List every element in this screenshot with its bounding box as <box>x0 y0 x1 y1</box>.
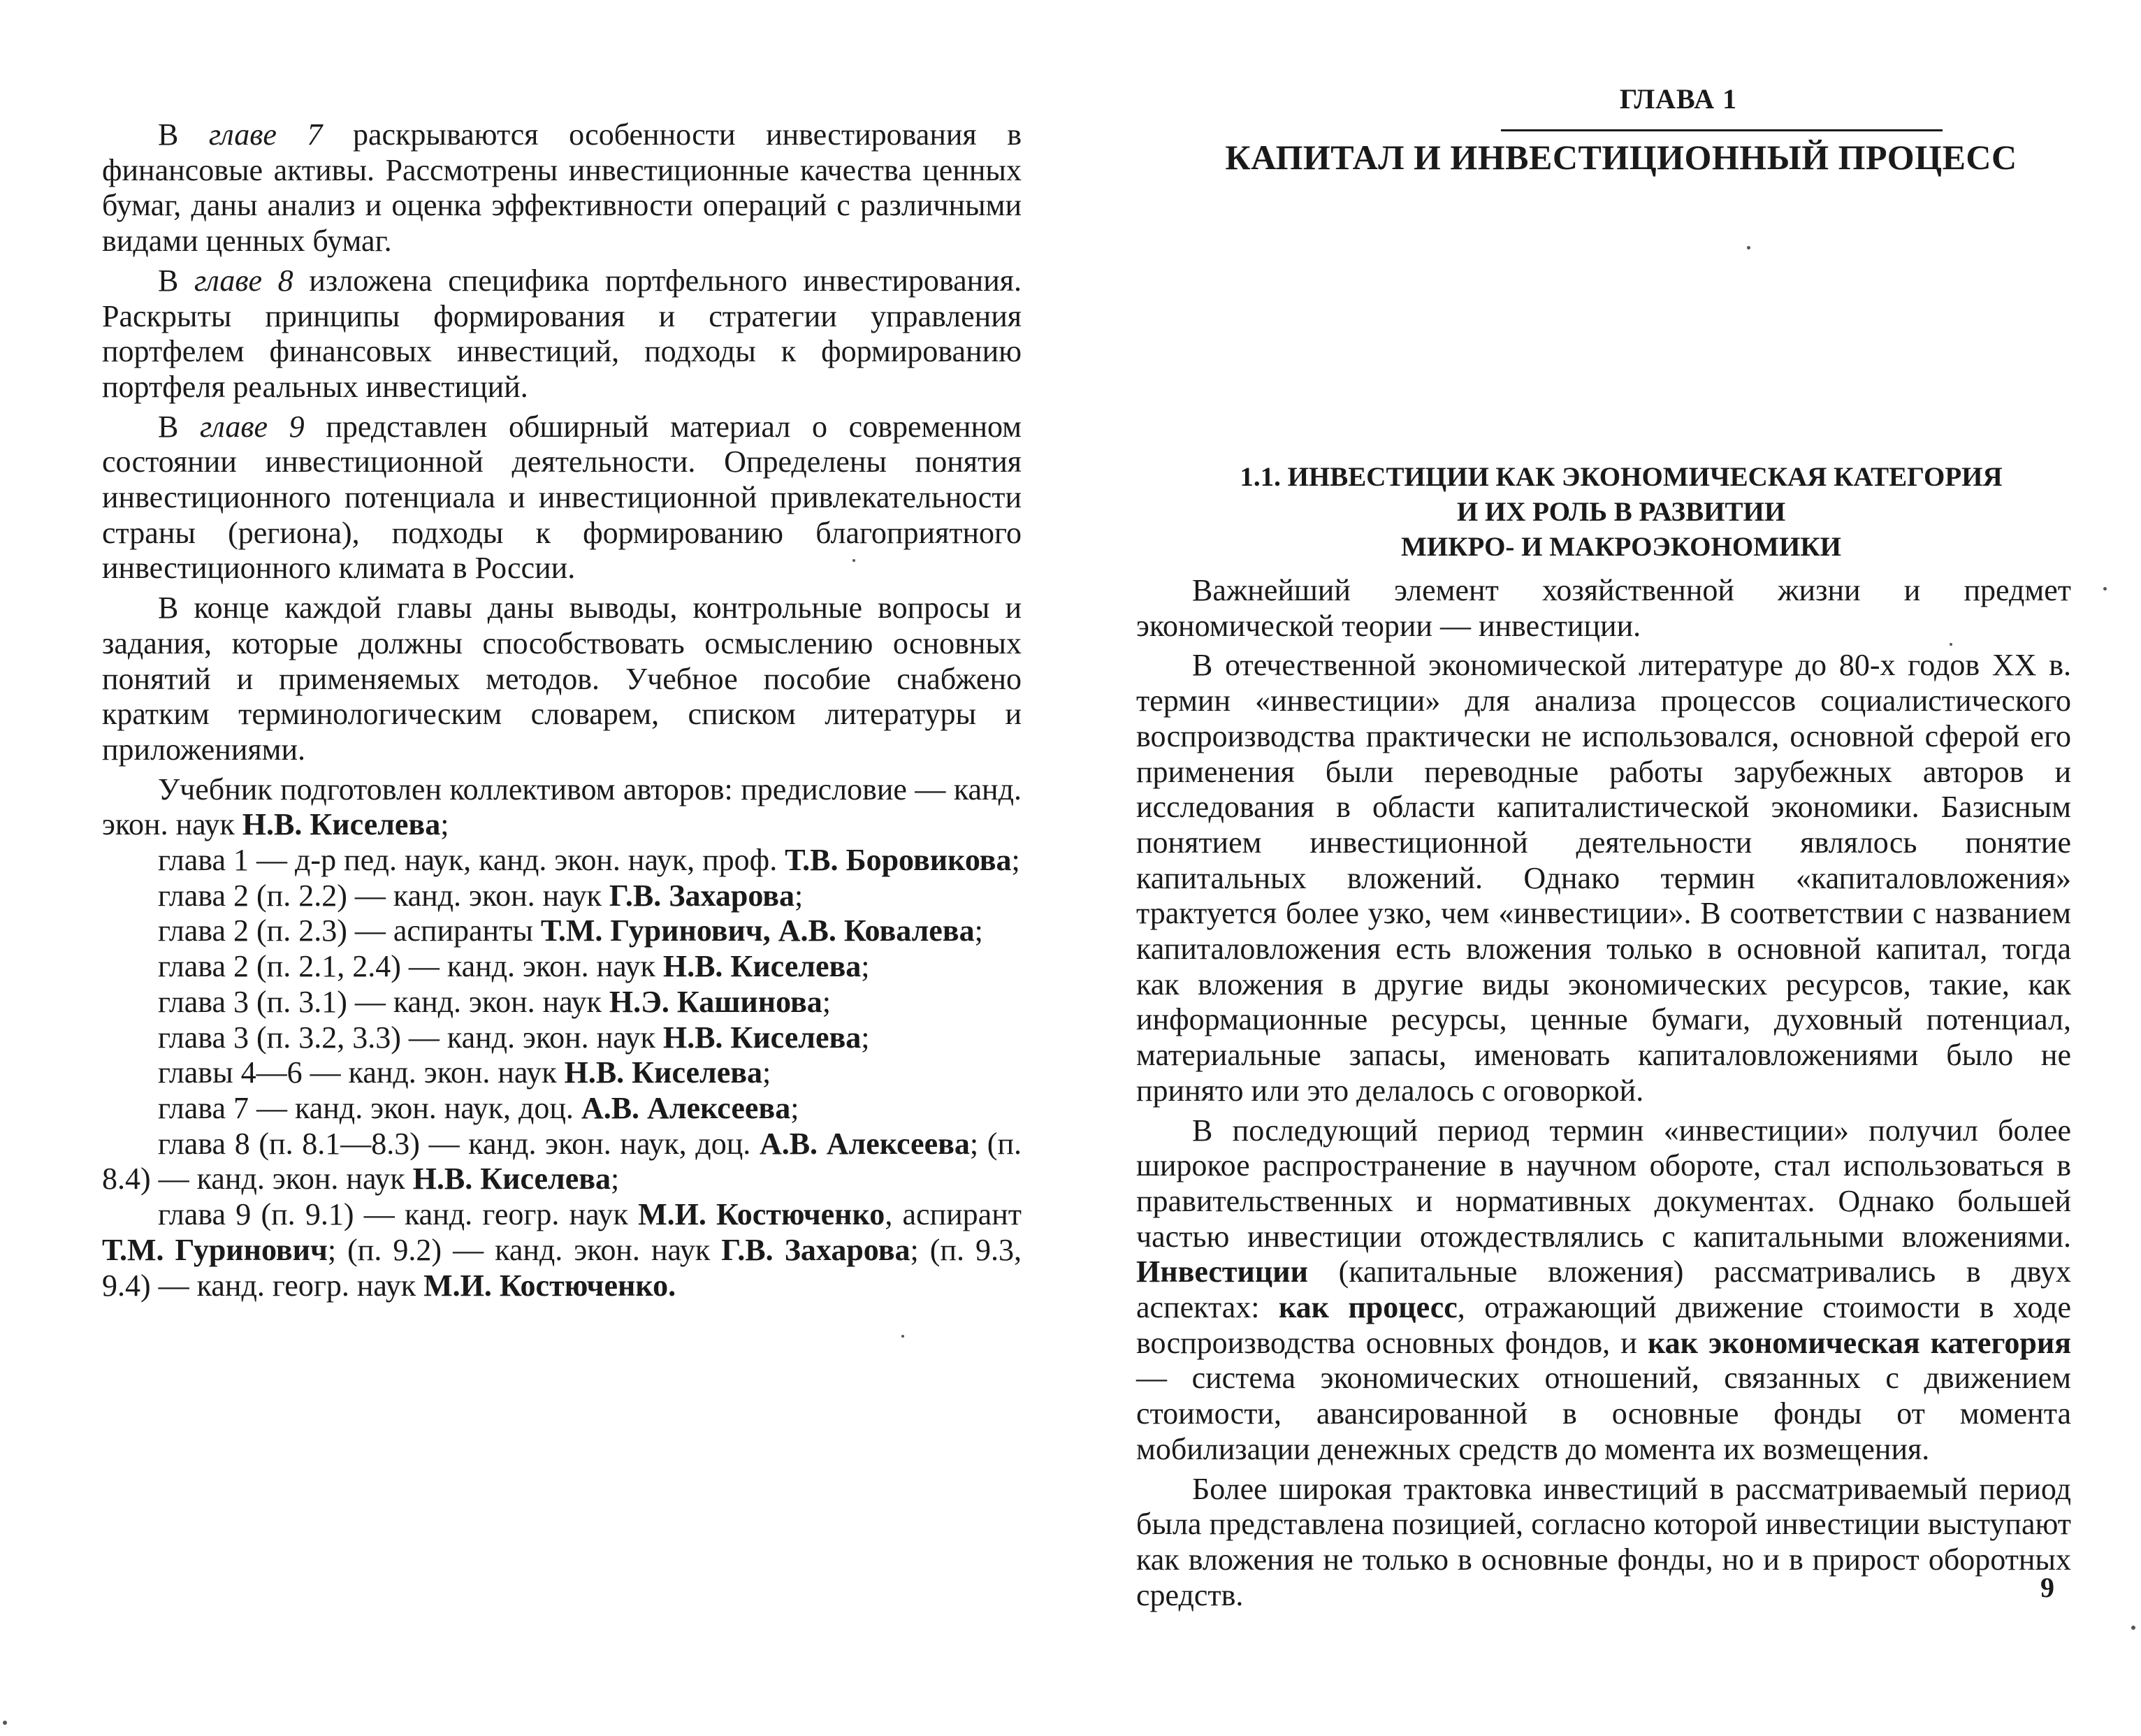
paragraph-later-period <box>1136 1113 2071 1468</box>
paragraph-chapter-9 <box>102 410 1022 587</box>
text-span: В <box>158 409 201 444</box>
paragraph-chapter-summary <box>102 591 1022 768</box>
author-line <box>102 1055 1022 1091</box>
text-span: изложена специфика портфельного инвестирования. Раскрыты принципы формирования и стратегии управления портфелем финансовых инвестиций, подходы к формированию портфеля реальных инвестиций. <box>102 263 1022 404</box>
scan-speck <box>901 1335 904 1338</box>
author-line <box>102 913 1022 949</box>
scan-speck <box>2131 1626 2135 1630</box>
section-heading-line: 1.1. ИНВЕСТИЦИИ КАК ЭКОНОМИЧЕСКАЯ КАТЕГОРИЯ <box>1240 462 2003 492</box>
scan-speck <box>2103 587 2107 591</box>
author-line-chapter-8 <box>102 1127 1022 1197</box>
paragraph-history: В отечественной экономической литературе до 80-х годов XX в. термин «инвестиции» для анализа процессов социалистического воспроизводства практически не использовался, основной сферой его применения были переводные работы зарубежных авторов и исследования в области капиталистической экономики. Базисным понятием инвестиционной деятельности являлось понятие капитальных вложений. Однако термин «капиталовложения» трактуется более узко, чем «инвестиции». В соответствии с названием капиталовложения есть вложения только в основной капитал, тогда как вложения в другие виды экономических ресурсов, такие, как информационные ресурсы, ценные бумаги, духовный потенциал, материальные запасы, именовать капиталовложениями было не принято или это делалось с оговоркой. <box>1136 648 2071 1108</box>
bold-term: Инвестиции <box>1136 1254 1308 1289</box>
scan-speck <box>1747 246 1750 249</box>
text-span: ; <box>861 949 870 984</box>
authors-list <box>102 843 1022 1127</box>
authors-intro <box>102 772 1022 843</box>
author-name: Н.В. Киселева <box>662 949 862 984</box>
section-heading-line: МИКРО- И МАКРОЭКОНОМИКИ <box>1401 532 1841 562</box>
text-span: В <box>158 263 195 298</box>
text-span: ; <box>790 1090 799 1125</box>
author-name: Т.М. Гуринович <box>102 1232 328 1267</box>
paragraph-chapter-7 <box>102 117 1022 259</box>
text-span: ; (п. 9.3, 9.4) — канд. геогр. наук <box>102 1232 1022 1303</box>
chapter-ref: главе 9 <box>200 409 305 444</box>
text-span: представлен обширный материал о современном состоянии инвестиционной деятельности. Определены понятия инвестиционного потенциала и инвестиционной привлекательности страны (региона), подходы к формированию благоприятного инвестиционного климата в России. <box>102 409 1022 586</box>
author-name: Н.Э. Кашинова <box>609 984 822 1019</box>
text-span: ; <box>1011 843 1020 878</box>
paragraph-intro: Важнейший элемент хозяйственной жизни и предмет экономической теории — инвестиции. <box>1136 573 2071 643</box>
chapter-ref: главе 8 <box>194 263 293 298</box>
text-span: ; (п. 8.4) — канд. экон. наук <box>102 1126 1022 1196</box>
text-span: В последующий период термин «инвестиции» получил более широкое распространение в научном обороте, стал использоваться в правительственных и нормативных документах. Однако большей частью инвестиции отождествлялись с капитальными вложениями. <box>1136 1113 2071 1254</box>
author-name: А.В. Алексеева <box>759 1126 970 1161</box>
scan-speck <box>3 1721 7 1725</box>
text-span: глава 2 (п. 2.1, 2.4) — канд. экон. наук <box>158 949 663 984</box>
text-span: раскрываются особенности инвестирования в финансовые активы. Рассмотрены инвестиционные качества ценных бумаг, даны анализ и оценка эффективности операций с различными видами ценных бумаг. <box>102 117 1022 259</box>
chapter-label: ГЛАВА 1 <box>1619 83 1738 115</box>
text-span: ; <box>861 1020 870 1055</box>
paragraph-broader: Более широкая трактовка инвестиций в рассматриваемый период была представлена позицией, согласно которой инвестиции выступают как вложения не только в основные фонды, но и в прирост оборотных средств. <box>1136 1471 2071 1612</box>
paragraph-chapter-8 <box>102 263 1022 405</box>
author-name: Н.В. Киселева <box>564 1055 763 1090</box>
author-name: Н.В. Киселева <box>242 807 441 842</box>
author-name: М.И. Костюченко. <box>423 1268 676 1303</box>
author-name: Г.В. Захарова <box>721 1232 910 1267</box>
text-span: ; <box>822 984 831 1019</box>
author-name: Н.В. Киселева <box>412 1162 611 1196</box>
scan-speck <box>1950 643 1952 646</box>
author-line <box>102 1020 1022 1056</box>
section-heading-line: И ИХ РОЛЬ В РАЗВИТИИ <box>1456 497 1786 527</box>
text-span: , отражающий движение стоимости в ходе воспроизводства основных фондов, и <box>1136 1290 2072 1360</box>
text-span: глава 2 (п. 2.2) — канд. экон. наук <box>158 878 609 913</box>
text-span: В конце каждой главы даны выводы, контрольные вопросы и задания, которые должны способствовать осмыслению основных понятий и применяемых методов. Учебное пособие снабжено кратким терминологическим словарем, списком литературы и приложениями. <box>102 591 1022 767</box>
chapter-ref: главе 7 <box>208 117 323 152</box>
chapter-rule <box>1501 129 1943 131</box>
author-line <box>102 878 1022 914</box>
text-span: В <box>158 117 209 152</box>
text-span: , аспирант <box>885 1197 1022 1232</box>
text-span: ; <box>611 1162 620 1196</box>
text-span: глава 7 — канд. экон. наук, доц. <box>158 1090 581 1125</box>
section-heading <box>1188 460 2054 565</box>
text-span: ; <box>762 1055 771 1090</box>
text-span: глава 1 — д-р пед. наук, канд. экон. наук, проф. <box>158 843 785 878</box>
author-name: Н.В. Киселева <box>662 1020 862 1055</box>
scan-speck <box>852 559 855 562</box>
text-span: глава 3 (п. 3.1) — канд. экон. наук <box>158 984 609 1019</box>
bold-term: как экономическая категория <box>1647 1325 2071 1360</box>
author-line <box>102 843 1022 878</box>
left-page-text <box>102 117 1022 1303</box>
page-number: 9 <box>2040 1572 2054 1603</box>
text-span: ; <box>794 878 804 913</box>
text-span: — система экономических отношений, связанных с движением стоимости, авансированной в основные фонды от момента мобилизации денежных средств до момента их возмещения. <box>1136 1361 2071 1466</box>
text-span: глава 3 (п. 3.2, 3.3) — канд. экон. наук <box>158 1020 663 1055</box>
text-span: ; <box>440 807 449 842</box>
text-span: глава 8 (п. 8.1—8.3) — канд. экон. наук, доц. <box>158 1126 760 1161</box>
author-name: Т.В. Боровикова <box>785 843 1012 878</box>
text-span: (капитальные вложения) рассматривались в двух аспектах: <box>1136 1254 2071 1325</box>
author-name: А.В. Алексеева <box>581 1090 791 1125</box>
author-line <box>102 949 1022 985</box>
right-page-text <box>1136 573 2071 1613</box>
bold-term: как процесс <box>1278 1290 1458 1325</box>
text-span: глава 2 (п. 2.3) — аспиранты <box>158 913 541 948</box>
text-span: Учебник подготовлен коллективом авторов: предисловие — канд. экон. наук <box>102 772 1022 842</box>
left-page <box>0 0 1070 1736</box>
author-line <box>102 985 1022 1020</box>
author-line-chapter-9 <box>102 1197 1022 1303</box>
author-name: М.И. Костюченко <box>638 1197 885 1232</box>
author-name: Г.В. Захарова <box>609 878 795 913</box>
author-line <box>102 1091 1022 1127</box>
chapter-title: КАПИТАЛ И ИНВЕСТИЦИОННЫЙ ПРОЦЕСС <box>1225 138 2017 177</box>
text-span: глава 9 (п. 9.1) — канд. геогр. наук <box>158 1197 639 1232</box>
author-name: Т.М. Гуринович, А.В. Ковалева <box>540 913 975 948</box>
text-span: главы 4—6 — канд. экон. наук <box>158 1055 565 1090</box>
text-span: ; (п. 9.2) — канд. экон. наук <box>327 1232 722 1267</box>
text-span: ; <box>974 913 983 948</box>
